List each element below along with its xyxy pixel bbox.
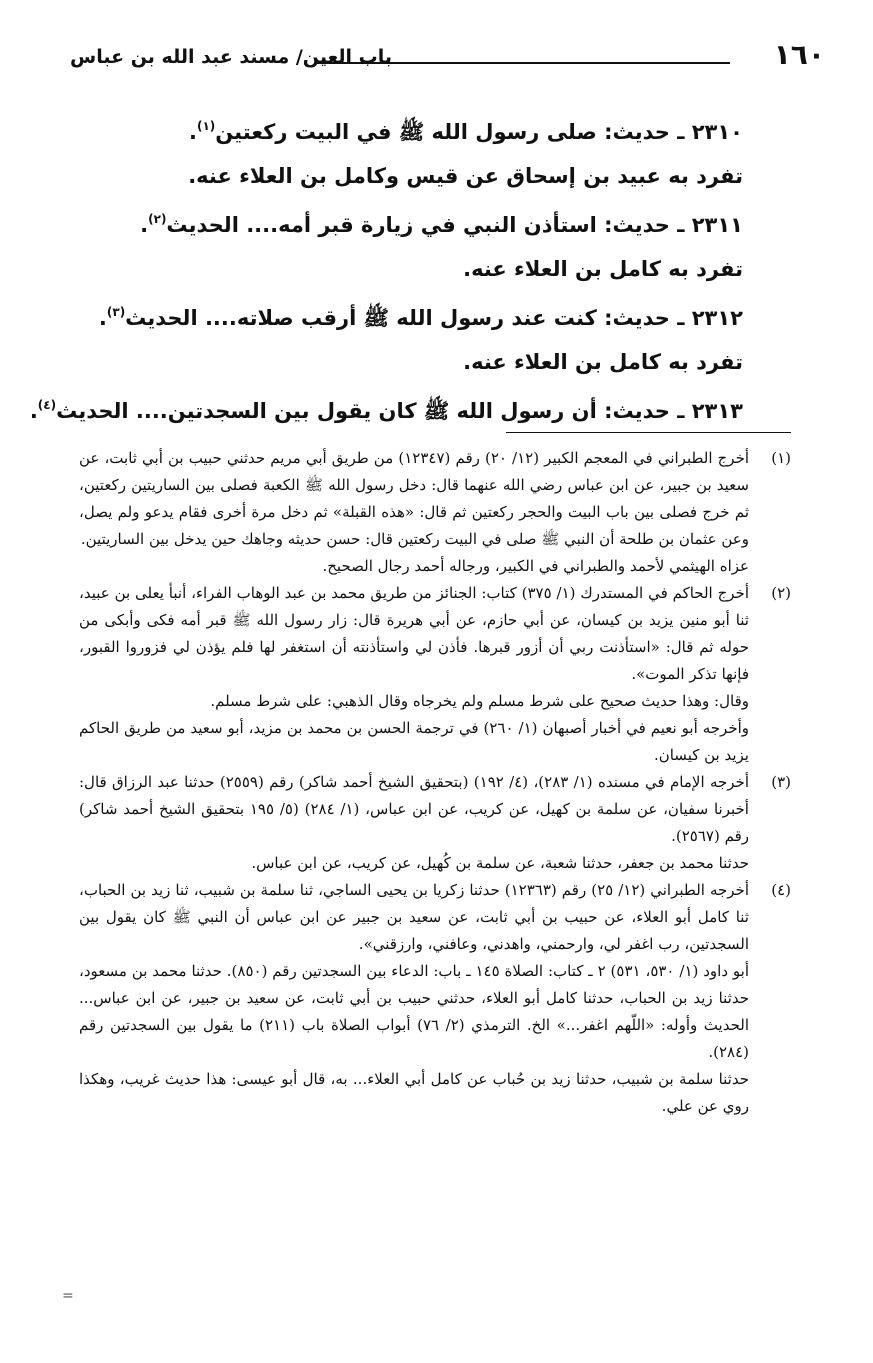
hadith-note: تفرد به كامل بن العلاء عنه. (463, 256, 743, 281)
hadith-text: صلى رسول الله ﷺ في البيت ركعتين (215, 120, 597, 144)
footnote-paragraph: وقال: وهذا حديث صحيح على شرط مسلم ولم يخرجاه وقال الذهبي: على شرط مسلم. (210, 692, 749, 710)
footnote-paragraph: عزاه الهيثمي لأحمد والطبراني في الكبير، ورجاله أحمد رجال الصحيح. (322, 557, 749, 575)
footnote-number: (١) (771, 449, 791, 467)
footnote (79, 580, 791, 769)
hadith-number: ٢٣١٠ (691, 120, 743, 144)
hadith-text: استأذن النبي في زيارة قبر أمه.... الحديث (166, 213, 597, 237)
footnote-paragraph: أبو داود (١/ ٥٣٠، ٥٣١) ٢ ـ كتاب: الصلاة ١٤٥ ـ باب: الدعاء بين السجدتين رقم (٨٥٠). حدثنا محمد بن مسعود، حدثنا زيد بن الحباب، حدثنا كامل أبو العلاء، حدثني حبيب بن أبي ثابت، عن سعيد بن جبير، عن ابن عباس... الحديث وأوله: «اللّهم اغفر...» الخ. الترمذي (٢/ ٧٦) أبواب الصلاة باب (٢١١) ما يقول بين السجدتين رقم (٢٨٤). (79, 962, 750, 1061)
footnote-paragraph: وأخرجه أبو نعيم في أخبار أصبهان (١/ ٢٦٠) في ترجمة الحسن بن محمد بن مزيد، أبو سعيد من طريق الحاكم يزيد بن كيسان. (79, 719, 750, 764)
running-title: باب العين/ مسند عبد الله بن عباس (70, 46, 392, 68)
footnote-ref[interactable]: (١) (196, 119, 216, 133)
footnotes (79, 445, 791, 1120)
footnote (79, 877, 791, 1120)
hadith-entry (60, 291, 743, 341)
footnote-separator (506, 432, 791, 433)
footnote-paragraph: أخرجه الإمام في مسنده (١/ ٢٨٣)، (٤/ ١٩٢) (بتحقيق الشيخ أحمد شاكر) رقم (٢٥٥٩) حدثنا عبد الرزاق قال: أخبرنا سفيان، عن سلمة بن كهيل، عن كريب، عن ابن عباس، (١/ ٢٨٤) (٥/ ١٩٥ بتحقيق الشيخ أحمد شاكر) رقم (٢٥٦٧). (79, 773, 749, 845)
footnote-paragraph: أخرج الحاكم في المستدرك (١/ ٣٧٥) كتاب: الجنائز من طريق محمد بن عبد الوهاب الفراء، أنبأ يعلى بن عبيد، ثنا أبو منين يزيد بن كيسان، عن أبي حازم، عن أبي هريرة قال: زار رسول الله ﷺ قبر أمه فكى وأبكى من حوله ثم قال: «استأذنت ربي أن أزور قبرها. فأذن لي واستأذنته أن استغفر لها فلم يؤذن لي فزوروا القبور، فإنها تذكر الموت». (79, 584, 749, 683)
margin-mark: = (62, 1288, 74, 1304)
footnote-number: (٢) (771, 584, 791, 602)
footnote-paragraph: أخرج الطبراني في المعجم الكبير (١٢/ ٢٠) رقم (١٢٣٤٧) من طريق أبي مريم حدثني حبيب بن أبي ثابت، عن سعيد بن جبير، عن ابن عباس رضي الله عنهما قال: دخل رسول الله ﷺ الكعبة فصلى بين الساريتين ركعتين، ثم خرج فصلى بين باب البيت والحجر ركعتين ثم قال: «هذه القبلة» ثم دخل مرة أخرى فقام يدعو ولم يصل، وعن عثمان بن طلحة أن النبي ﷺ صلى في البيت ركعتين قال: حسن حديثه وجاهك حين يدخل بين الساريتين. (79, 449, 750, 548)
hadith-label: ـ حديث: (604, 306, 685, 330)
hadith-number: ٢٣١٢ (691, 306, 743, 330)
footnote (79, 445, 791, 580)
page-number: ١٦٠ (773, 38, 825, 71)
hadith-entry (29, 384, 743, 434)
footnote-number: (٣) (771, 773, 791, 791)
hadith-entry (60, 198, 743, 248)
footnote-ref[interactable]: (٤) (37, 398, 57, 412)
hadith-entry (60, 105, 743, 155)
footnote-paragraph: أخرجه الطبراني (١٢/ ٢٥) رقم (١٢٣٦٣) حدثنا زكريا بن يحيى الساجي، ثنا سلمة بن شبيب، ثنا زيد بن الحباب، ثنا كامل أبو العلاء، عن حبيب بن أبي ثابت، عن سعيد بن جبير عن ابن عباس أن النبي ﷺ كان يقول بين السجدتين، رب اغفر لي، وارحمني، واهدني، وعافني، وارزقني». (79, 881, 749, 953)
hadith-list (29, 105, 743, 434)
footnote-ref[interactable]: (٣) (106, 305, 126, 319)
footnote-ref[interactable]: (٢) (148, 212, 167, 226)
hadith-number: ٢٣١٣ (691, 399, 743, 423)
hadith-number: ٢٣١١ (691, 213, 743, 237)
footnote-paragraph: حدثنا محمد بن جعفر، حدثنا شعبة، عن سلمة بن كُهيل، عن كريب، عن ابن عباس. (251, 854, 749, 872)
hadith-note: تفرد به عبيد بن إسحاق عن قيس وكامل بن العلاء عنه. (188, 163, 743, 188)
hadith-text: كنت عند رسول الله ﷺ أرقب صلاته.... الحديث (125, 306, 597, 330)
hadith-tail: . (140, 213, 149, 237)
footnote-number: (٤) (771, 881, 791, 899)
hadith-tail: . (29, 399, 38, 423)
hadith-label: ـ حديث: (604, 120, 685, 144)
hadith-note: تفرد به كامل بن العلاء عنه. (463, 349, 743, 374)
page-header (55, 40, 825, 80)
hadith-text: أن رسول الله ﷺ كان يقول بين السجدتين.... الحديث (56, 399, 597, 423)
footnote-paragraph: حدثنا سلمة بن شبيب، حدثنا زيد بن حُباب عن كامل أبي العلاء... به، قال أبو عيسى: هذا حديث غريب، وهكذا روي عن علي. (79, 1070, 749, 1115)
hadith-label: ـ حديث: (604, 213, 685, 237)
footnote (79, 769, 791, 877)
hadith-label: ـ حديث: (604, 399, 685, 423)
hadith-tail: . (189, 120, 197, 144)
hadith-tail: . (98, 306, 107, 330)
